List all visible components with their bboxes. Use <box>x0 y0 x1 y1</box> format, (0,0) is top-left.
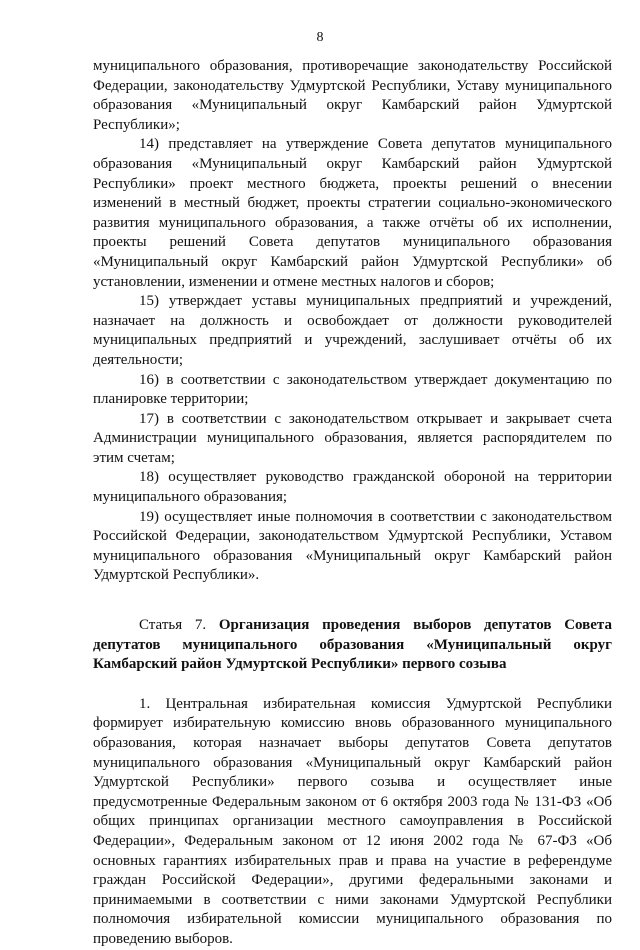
paragraph-item-17: 17) в соответствии с законодательством открывает и закрывает счета Администрации муниципального образования, является распорядителем по этим счетам; <box>93 410 612 466</box>
article-title: Организация проведения выборов депутатов Совета депутатов муниципального образования «Муниципальный округ Камбарский район Удмуртской Республики» первого созыва <box>93 617 612 673</box>
page-number: 8 <box>316 30 324 45</box>
section-gap <box>93 675 612 695</box>
article-label: Статья 7. <box>139 617 219 634</box>
paragraph-item-19: 19) осуществляет иные полномочия в соответствии с законодательством Российской Федерации, законодательством Удмуртской Республики, Уставом муниципального образования «Муниципальный округ Камбарский район Удмуртской Республики». <box>93 508 612 584</box>
article-heading <box>93 616 612 675</box>
document-body <box>93 57 612 950</box>
paragraph-item-16: 16) в соответствии с законодательством утверждает документацию по планировке территории; <box>93 371 612 408</box>
paragraph-item-15: 15) утверждает уставы муниципальных предприятий и учреждений, назначает на должность и освобождает от должности руководителей муниципальных предприятий и учреждений, заслушивает отчёты об их деятельности; <box>93 293 612 368</box>
article-paragraph-1: 1. Центральная избирательная комиссия Удмуртской Республики формирует избирательную комиссию вновь образованного муниципального образования, которая назначает выборы депутатов Совета депутатов муниципального образования «Муниципальный округ Камбарский район Удмуртской Республики» первого созыва и осуществляет иные предусмотренные Федеральным законом от 6 октября 2003 года № 131-ФЗ «Об общих принципах организации местного самоуправления в Российской Федерации», Федеральным законом от 12 июня 2002 года № 67-ФЗ «Об основных гарантиях избирательных прав и права на участие в референдуме граждан Российской Федерации», другими федеральными законами и принимаемыми в соответствии с ними законами Удмуртской Республики полномочия избирательной комиссии муниципального образования по проведению выборов. <box>93 695 612 947</box>
paragraph-item-14: 14) представляет на утверждение Совета депутатов муниципального образования «Муниципальный округ Камбарский район Удмуртской Республики» проект местного бюджета, проекты решений о внесении изменений в местный бюджет, проекты стратегии социально-экономического развития муниципального образования, а также отчёты об их исполнении, проекты решений Совета депутатов муниципального образования «Муниципальный округ Камбарский район Удмуртской Республики» об установлении, изменении и отмене местных налогов и сборов; <box>93 136 612 290</box>
paragraph-item-18: 18) осуществляет руководство гражданской обороной на территории муниципального образования; <box>93 469 612 506</box>
paragraph-continuation: муниципального образования, противоречащие законодательству Российской Федерации, законодательству Удмуртской Республики, Уставу муниципального образования «Муниципальный округ Камбарский район Удмуртской Республики»; <box>93 58 612 133</box>
